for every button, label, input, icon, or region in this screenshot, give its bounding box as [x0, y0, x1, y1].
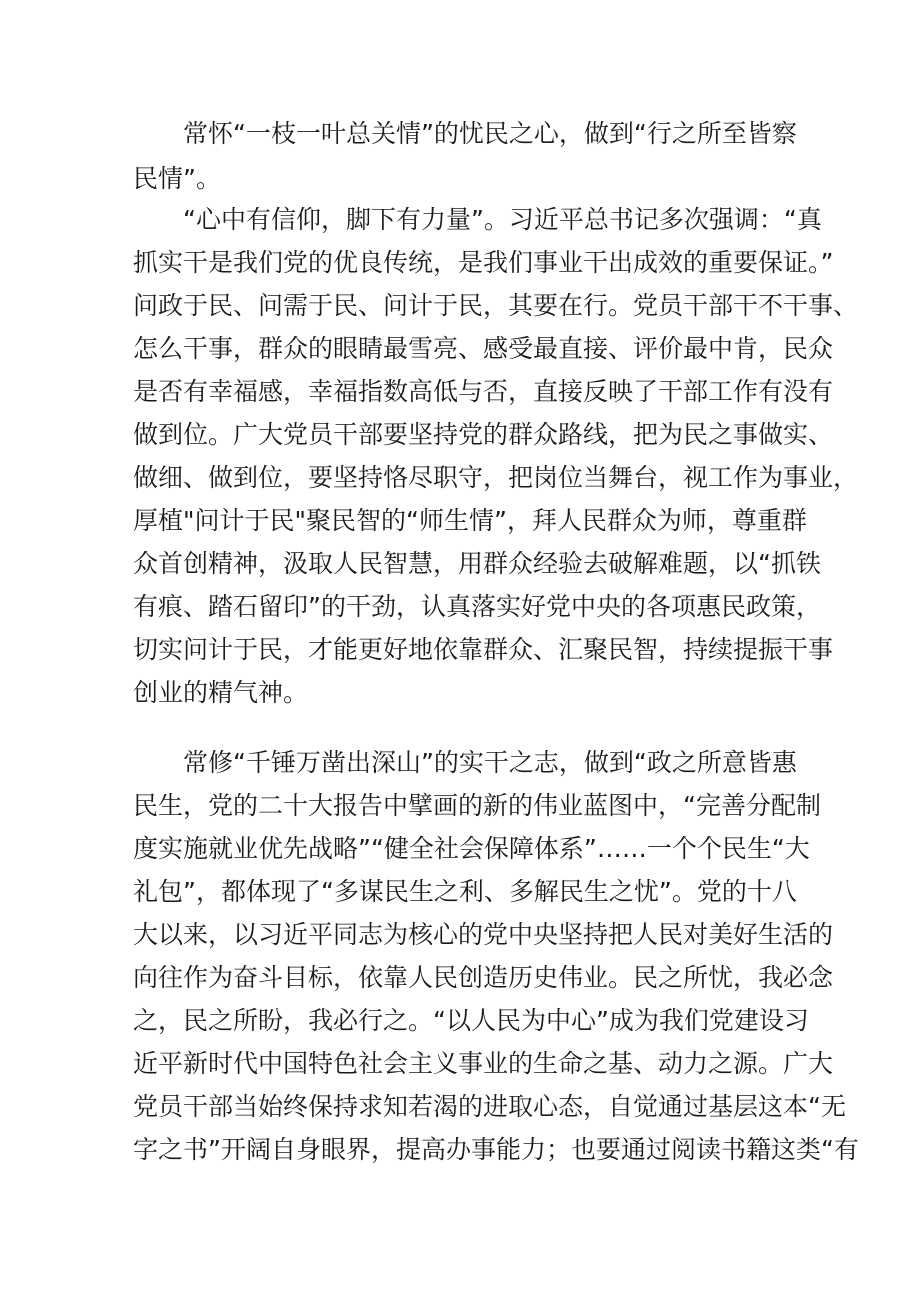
- text-line: 字之书”开阔自身眼界，提高办事能力；也要通过阅读书籍这类“有: [133, 1135, 859, 1164]
- text-line: 做细、做到位，要坚持恪尽职守，把岗位当舞台，视工作为事业，: [133, 463, 859, 492]
- text-line: 做到位。广大党员干部要坚持党的群众路线，把为民之事做实、: [133, 420, 834, 449]
- text-line: 抓实干是我们党的优良传统，是我们事业干出成效的重要保证。”: [133, 248, 834, 277]
- text-line: 向往作为奋斗目标，依靠人民创造历史伟业。民之所忧，我必念: [133, 963, 834, 992]
- text-line: “心中有信仰，脚下有力量”。习近平总书记多次强调：“真: [133, 205, 822, 234]
- text-line: 民情”。: [133, 164, 221, 193]
- text-line: 怎么干事，群众的眼睛最雪亮、感受最直接、评价最中肯，民众: [133, 334, 834, 363]
- text-line: 有痕、踏石留印”的干劲，认真落实好党中央的各项惠民政策，: [133, 592, 821, 621]
- text-line: 是否有幸福感，幸福指数高低与否，直接反映了干部工作有没有: [133, 377, 834, 406]
- text-line: 问政于民、问需于民、问计于民，其要在行。党员干部干不干事、: [133, 291, 859, 320]
- text-line: 之，民之所盼，我必行之。“以人民为中心”成为我们党建设习: [133, 1006, 809, 1035]
- text-line: 大以来，以习近平同志为核心的党中央坚持把人民对美好生活的: [133, 920, 834, 949]
- text-line: 厚植"问计于民"聚民智的“师生情”，拜人民群众为师，尊重群: [133, 506, 807, 535]
- text-line: 常修“千锤万凿出深山”的实干之志，做到“政之所意皆惠: [133, 748, 797, 777]
- text-line: 党员干部当始终保持求知若渴的进取心态，自觉通过基层这本“无: [133, 1092, 846, 1121]
- text-line: 常怀“一枝一叶总关情”的忧民之心，做到“行之所至皆察: [133, 119, 797, 148]
- text-line: 近平新时代中国特色社会主义事业的生命之基、动力之源。广大: [133, 1049, 834, 1078]
- text-line: 切实问计于民，才能更好地依靠群众、汇聚民智，持续提振干事: [133, 635, 834, 664]
- text-line: 礼包”，都体现了“多谋民生之利、多解民生之忧”。党的十八: [133, 877, 797, 906]
- text-line: 众首创精神，汲取人民智慧，用群众经验去破解难题，以“抓铁: [133, 549, 821, 578]
- text-line: 创业的精气神。: [133, 678, 309, 707]
- text-line: 度实施就业优先战略”“健全社会保障体系”……一个个民生“大: [133, 834, 810, 863]
- text-line: 民生，党的二十大报告中擘画的新的伟业蓝图中，“完善分配制: [133, 791, 821, 820]
